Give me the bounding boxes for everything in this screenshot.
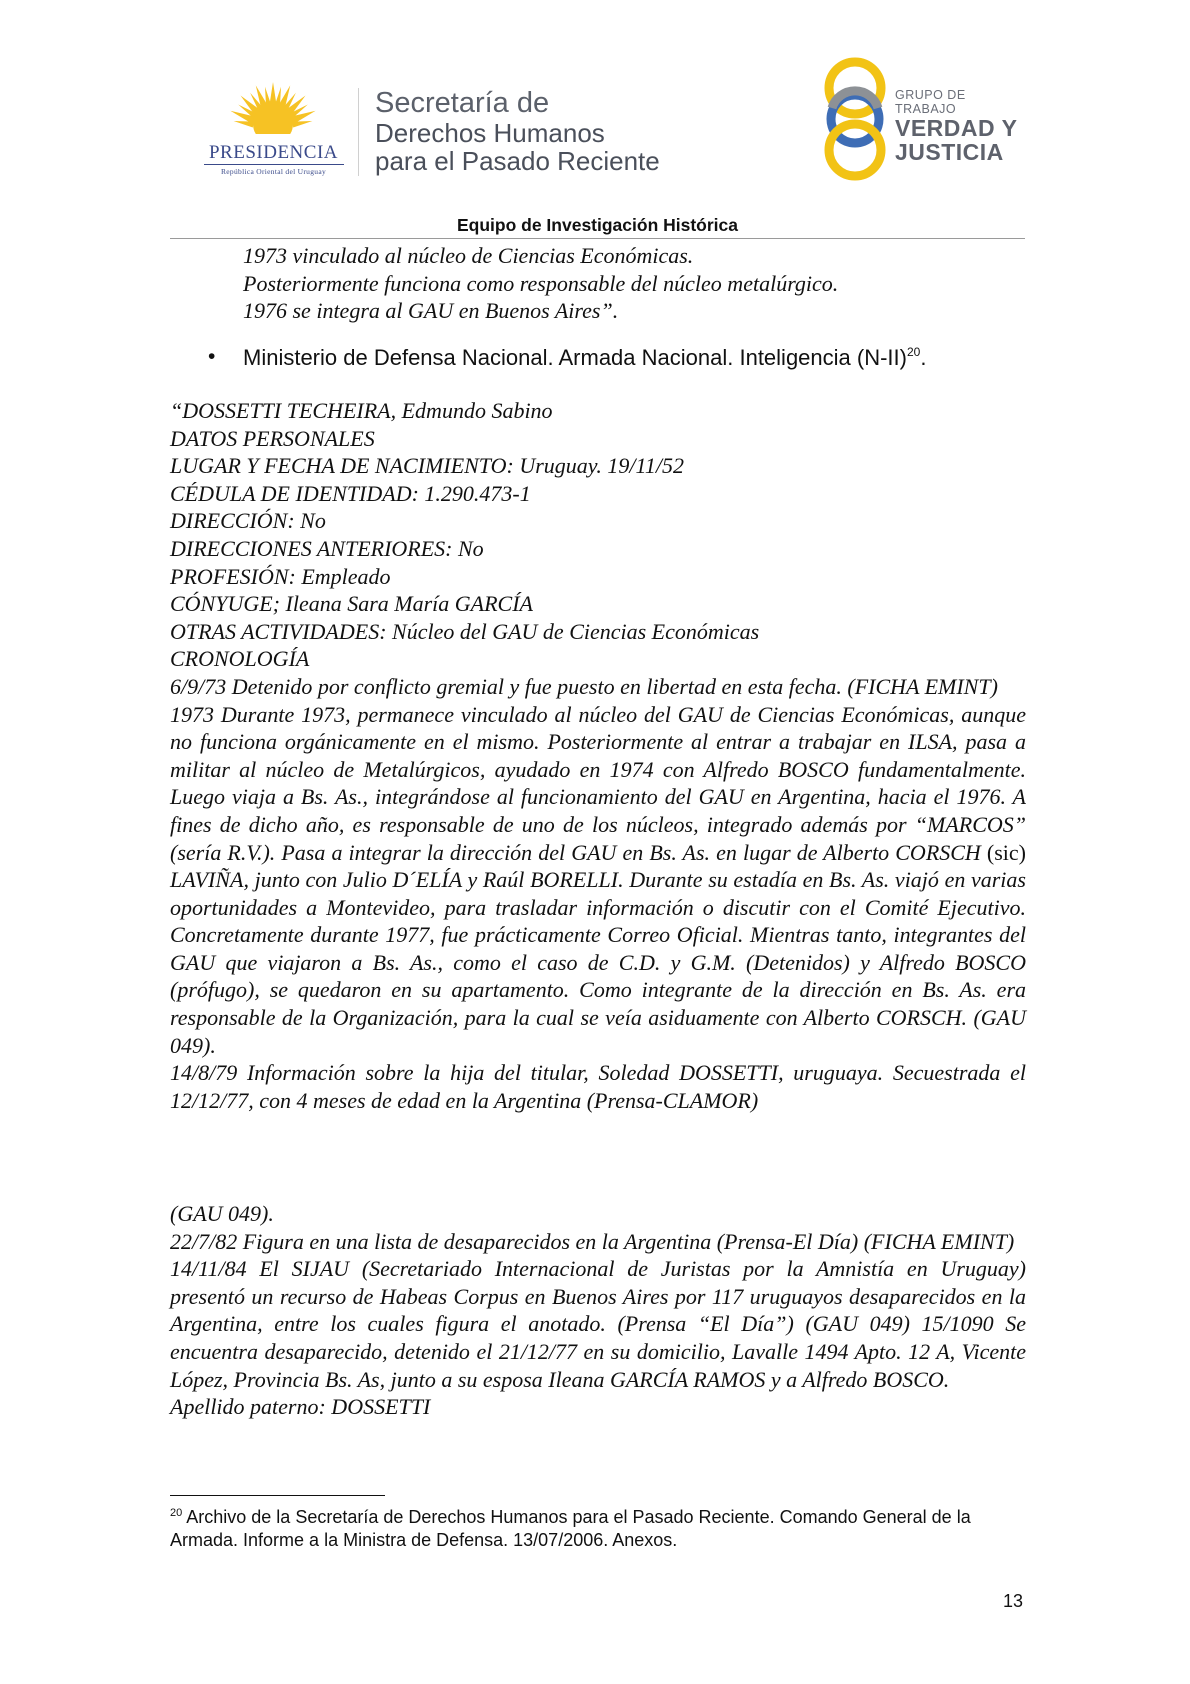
paragraph-part: 1973 Durante 1973, permanece vinculado al núcleo del GAU de Ciencias Económicas, aunque no funciona orgánicamente en el mismo. Posteriormente al entrar a trabajar en ILSA, pasa a militar al núcleo de Metalúrgicos, ayudado en 1974 con Alfredo BOSCO fundamentalmente. Luego viaja a Bs. As., integrándose al funcionamiento del GAU en Argentina, hacia el 1976. A fines de dicho año, es responsable de uno de los núcleos, integrado además por “MARCOS” (sería R.V.). Pasa a integrar la dirección del GAU en Bs. As. en lugar de Alberto CORSCH bbox=[170, 701, 1026, 865]
header-divider bbox=[358, 88, 359, 176]
grupo-line-2: VERDAD Y bbox=[895, 115, 1018, 141]
secretaria-logo-text bbox=[375, 88, 660, 175]
grupo-line-3: JUSTICIA bbox=[895, 139, 1004, 165]
record-line: CÓNYUGE; Ileana Sara María GARCÍA bbox=[170, 591, 533, 617]
record-line: DATOS PERSONALES bbox=[170, 425, 375, 451]
team-title: Equipo de Investigación Histórica bbox=[456, 215, 739, 235]
record-block bbox=[170, 397, 1026, 1114]
secretaria-line-1: Secretaría de bbox=[375, 87, 550, 119]
bullet-period: . bbox=[920, 345, 927, 370]
secretaria-line-3: para el Pasado Reciente bbox=[375, 146, 660, 176]
sun-emblem-icon bbox=[196, 80, 351, 142]
footnote-number: 20 bbox=[170, 1507, 183, 1519]
footnote-ref[interactable]: 20 bbox=[906, 345, 921, 359]
quote-line: 1976 se integra al GAU en Buenos Aires”. bbox=[243, 298, 619, 324]
record-paragraph: 22/7/82 Figura en una lista de desaparecidos en la Argentina (Prensa-El Día) (FICHA EMINT) bbox=[170, 1228, 1015, 1254]
interlocked-rings-icon bbox=[820, 56, 890, 182]
paragraph-part: LAVIÑA, junto con Julio D´ELÍA y Raúl BORELLI. Durante su estadía en Bs. As. viajó en varias oportunidades a Montevideo, para trasladar información o discutir con el Comité Ejecutivo. Concretamente durante 1977, fue prácticamente Correo Oficial. Mientras tanto, integrantes del GAU que viajaron a Bs. As., como el caso de C.D. y G.M. (Detenidos) y Alfredo BOSCO (prófugo), se quedaron en su apartamento. Como integrante de la dirección en Bs. As. era responsable de la Organización, para la cual se veía asiduamente con Alberto CORSCH. (GAU 049). bbox=[170, 867, 1026, 1058]
record-paragraph: 6/9/73 Detenido por conflicto gremial y fue puesto en libertad en esta fecha. (FICHA EMINT) bbox=[170, 673, 998, 699]
secretaria-line-2: Derechos Humanos bbox=[375, 118, 605, 148]
record-block-continued bbox=[170, 1200, 1026, 1421]
verdad-justicia-logo bbox=[820, 56, 1030, 182]
record-paragraph: (GAU 049). bbox=[170, 1201, 274, 1226]
grupo-line-1: GRUPO DE TRABAJO bbox=[895, 88, 966, 116]
record-line: CÉDULA DE IDENTIDAD: 1.290.473-1 bbox=[170, 480, 531, 506]
record-line: PROFESIÓN: Empleado bbox=[170, 563, 391, 589]
bullet-dot: • bbox=[208, 345, 216, 368]
presidencia-subtitle: República Oriental del Uruguay bbox=[220, 167, 326, 176]
record-line: DIRECCIONES ANTERIORES: No bbox=[170, 535, 484, 561]
footnote-rule bbox=[170, 1495, 385, 1496]
record-paragraph: Apellido paterno: DOSSETTI bbox=[170, 1394, 431, 1420]
verdad-justicia-text bbox=[895, 88, 1030, 164]
bullet-item bbox=[243, 345, 926, 371]
footnote bbox=[170, 1502, 1030, 1552]
header-rule bbox=[170, 238, 1025, 239]
record-name: “DOSSETTI TECHEIRA, Edmundo Sabino bbox=[170, 398, 553, 423]
presidencia-rule bbox=[204, 164, 344, 165]
record-line: CRONOLOGÍA bbox=[170, 646, 310, 672]
record-line: DIRECCIÓN: No bbox=[170, 508, 326, 534]
sic-note: (sic) bbox=[986, 839, 1026, 865]
record-paragraph: 14/11/84 El SIJAU (Secretariado Internacional de Juristas por la Amnistía en Uruguay) presentó un recurso de Habeas Corpus en Buenos Aires por 117 uruguayos desaparecidos en la Argentina, entre los cuales figura el anotado. (Prensa “El Día”) (GAU 049) 15/1090 Se encuentra desaparecido, detenido el 21/12/77 en su domicilio, Lavalle 1494 Apto. 12 A, Vicente López, Provincia Bs. As, junto a su esposa Ileana GARCÍA RAMOS y a Alfredo BOSCO. bbox=[170, 1256, 1026, 1392]
quote-line: 1973 vinculado al núcleo de Ciencias Económicas. bbox=[243, 243, 694, 268]
record-paragraph bbox=[170, 701, 1026, 1060]
record-paragraph: 14/8/79 Información sobre la hija del titular, Soledad DOSSETTI, uruguaya. Secuestrada el 12/12/77, con 4 meses de edad en la Argentina (Prensa-CLAMOR) bbox=[170, 1060, 1026, 1113]
record-line: LUGAR Y FECHA DE NACIMIENTO: Uruguay. 19/11/52 bbox=[170, 453, 684, 479]
quote-continuation bbox=[243, 242, 838, 325]
bullet-text: Ministerio de Defensa Nacional. Armada Nacional. Inteligencia (N-II) bbox=[243, 345, 907, 370]
record-line: OTRAS ACTIVIDADES: Núcleo del GAU de Ciencias Económicas bbox=[170, 618, 760, 644]
presidencia-title: PRESIDENCIA bbox=[208, 142, 338, 163]
page-number: 13 bbox=[1003, 1591, 1024, 1611]
quote-line: Posteriormente funciona como responsable del núcleo metalúrgico. bbox=[243, 270, 839, 296]
footnote-text: Archivo de la Secretaría de Derechos Humanos para el Pasado Reciente. Comando General de la Armada. Informe a la Ministra de Defensa. 13/07/2006. Anexos. bbox=[170, 1507, 971, 1550]
presidencia-logo bbox=[196, 80, 351, 180]
